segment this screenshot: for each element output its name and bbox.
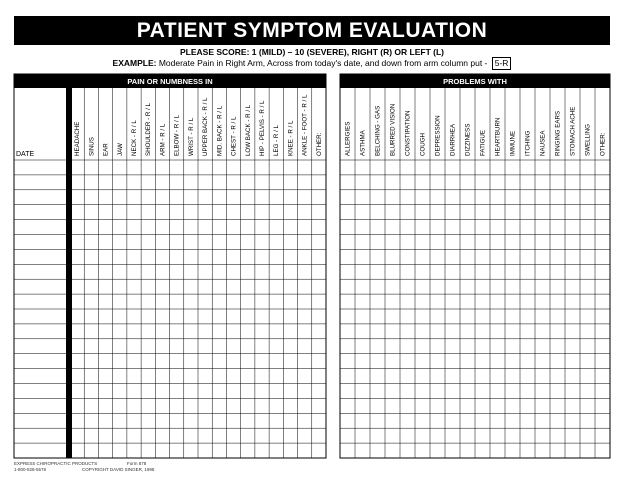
- pain-table-column-label: LOW BACK - R / L: [244, 104, 252, 156]
- pain-table-column-label: CHEST - R / L: [230, 116, 238, 156]
- problems-table-column-label: BLURRED VISION: [389, 103, 397, 156]
- problems-table-column-label: OTHER:: [599, 132, 607, 156]
- pain-table-column-label: MID. BACK - R / L: [216, 105, 224, 156]
- pain-table-column-label: UPPER BACK - R / L: [202, 97, 210, 156]
- example-boxed-value: 5-R: [492, 57, 512, 70]
- problems-table-column-label: DIARRHEA: [449, 124, 457, 156]
- problems-table-column-label: RINGING EARS: [554, 110, 562, 156]
- pain-table-column-label: ANKLE - FOOT - R / L: [301, 94, 309, 156]
- example-label: EXAMPLE:: [112, 58, 157, 68]
- pain-table-column-label: JAW: [116, 143, 124, 156]
- problems-table-column-label: DEPRESSION: [434, 115, 442, 156]
- pain-table-column-label: NECK - R / L: [131, 120, 138, 156]
- problems-table-column-label: FATIGUE: [479, 129, 487, 156]
- footer-phone: 1-800-528-5578: [14, 467, 47, 472]
- pain-table-column-label: OTHER:: [315, 132, 323, 156]
- pain-table-column-label: ELBOW - R / L: [173, 115, 181, 156]
- problems-table-column-label: ITCHING: [524, 130, 532, 156]
- pain-table-column-label: SHOULDER - R / L: [145, 103, 153, 156]
- problems-table-column-label: SWELLING: [584, 124, 592, 156]
- problems-table-column-label: ASTHMA: [359, 130, 367, 156]
- pain-table-column-label: LEG - R / L: [273, 125, 281, 156]
- footer-copyright: COPYRIGHT DAVID SINGER, 1998: [82, 467, 155, 472]
- problems-table-column-label: NAUSEA: [539, 130, 547, 156]
- problems-table-column-label: ALLERGIES: [344, 121, 352, 156]
- example-text: Moderate Pain in Right Arm, Across from today's date, and down from arm column put -: [156, 58, 490, 68]
- pain-table-column-label: HEADACHE: [74, 121, 82, 156]
- footer-form: Form 878: [127, 461, 147, 466]
- pain-table-column-label: KNEE - R / L: [287, 120, 295, 156]
- problems-table-column-label: BELCHING - GAS: [374, 105, 382, 156]
- problems-table-column-label: COUGH: [419, 132, 427, 156]
- pain-table-column-label: WRIST - R / L: [187, 117, 195, 156]
- footer-company: EXPRESS CHIROPRACTIC PRODUCTS: [14, 461, 98, 466]
- pain-table-column-label: EAR: [102, 143, 110, 156]
- problems-table-header: PROBLEMS WITH: [443, 77, 507, 86]
- problems-table-column-label: STOMACH ACHE: [569, 106, 577, 156]
- pain-table-column-label: HIP - PELVIS - R / L: [259, 100, 266, 156]
- date-column-label: DATE: [16, 151, 35, 158]
- problems-table-column-label: IMMUNE: [509, 130, 517, 156]
- score-instructions: PLEASE SCORE: 1 (MILD) – 10 (SEVERE), RIGHT (R) OR LEFT (L): [180, 47, 444, 57]
- pain-table-date-separator: [66, 88, 72, 458]
- problems-table-column-label: DIZZINESS: [464, 123, 472, 156]
- problems-table-column-label: HEARTBURN: [494, 117, 502, 156]
- pain-table-header: PAIN OR NUMBNESS IN: [127, 77, 213, 86]
- form-title: PATIENT SYMPTOM EVALUATION: [14, 16, 610, 45]
- pain-table-column-label: SINUS: [88, 137, 96, 156]
- pain-table-column-label: ARM - R / L: [159, 123, 167, 156]
- problems-table-column-label: CONSTIPATION: [404, 110, 412, 156]
